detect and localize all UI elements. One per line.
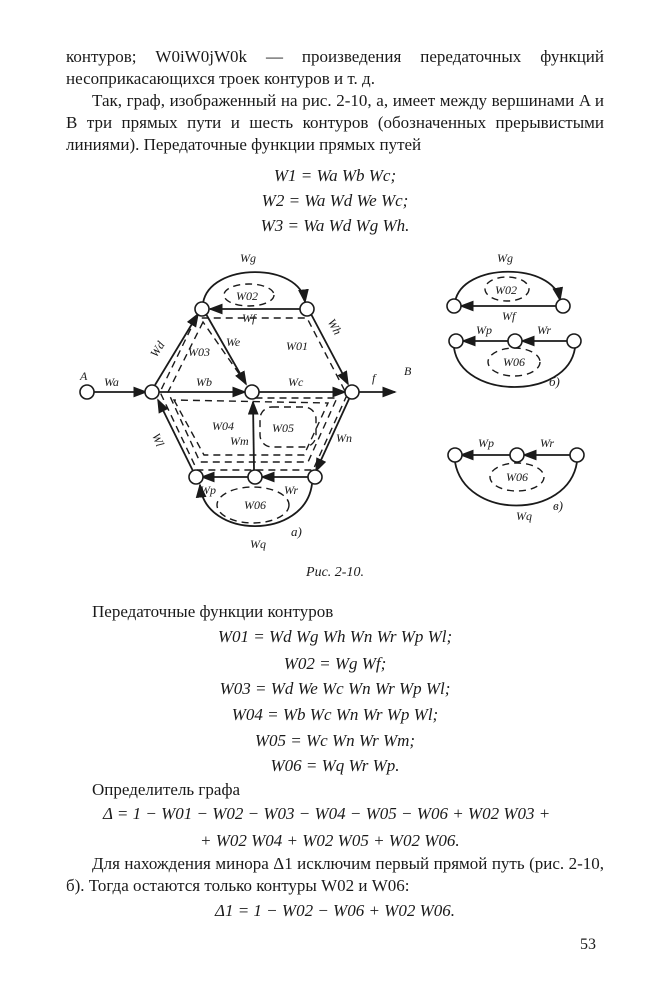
label-w06-v: W06	[506, 470, 528, 484]
edge-we	[206, 314, 246, 384]
node-right	[345, 385, 359, 399]
page-number: 53	[580, 936, 596, 953]
label-w06: W06	[244, 498, 266, 512]
determinant-equation-line-1: Δ = 1 − W01 − W02 − W03 − W04 − W05 − W06 + W02 W03 +	[103, 804, 551, 823]
label-node-f: f	[372, 371, 376, 385]
node-b-3	[449, 334, 463, 348]
paragraph-minor: Для нахождения минора Δ1 исключим первый прямой путь (рис. 2-10, б). Тогда остаются только контуры W02 и W06:	[66, 854, 604, 895]
label-wp-v: Wp	[478, 436, 494, 450]
label-w02-b: W02	[495, 283, 517, 297]
label-wq: Wq	[250, 537, 266, 551]
minor-equation: Δ1 = 1 − W02 − W06 + W02 W06.	[214, 901, 455, 920]
label-wc: Wc	[288, 375, 304, 389]
label-wg: Wg	[240, 251, 256, 265]
label-wr: Wr	[284, 483, 299, 497]
label-w04: W04	[212, 419, 234, 433]
label-wa: Wa	[104, 375, 119, 389]
contour-equation-6: W06 = Wq Wr Wp.	[270, 756, 400, 775]
node-a	[80, 385, 94, 399]
label-wd: Wd	[147, 338, 168, 360]
label-wp: Wp	[200, 483, 216, 497]
label-w03: W03	[188, 345, 210, 359]
paragraph-graph-description: Так, граф, изображенный на рис. 2-10, а, имеет между вершинами A и B три прямых пути и шесть контуров (обозначенных прерывистыми линиями). Передаточные функции прямых путей	[66, 91, 604, 154]
contour-equation-5: W05 = Wc Wn Wr Wm;	[254, 731, 416, 750]
label-wp-b: Wp	[476, 323, 492, 337]
determinant-equation-line-2: + W02 W04 + W02 W05 + W02 W06.	[200, 831, 460, 850]
label-wg-b: Wg	[497, 251, 513, 265]
path-equation-3: W3 = Wa Wd Wg Wh.	[260, 216, 410, 235]
contour-equation-4: W04 = Wb Wc Wn Wr Wp Wl;	[231, 705, 439, 724]
path-equation-1: W1 = Wa Wb Wc;	[273, 166, 397, 185]
node-b-4	[508, 334, 522, 348]
node-v-1	[448, 448, 462, 462]
nodes-a	[80, 302, 359, 484]
paragraph-contours-continued: контуров; W0iW0jW0k — произведения передаточных функций несоприкасающихся троек контуров и т. д.	[66, 47, 604, 88]
label-we: We	[226, 335, 241, 349]
node-bottom-mid	[248, 470, 262, 484]
label-node-b: B	[404, 364, 412, 378]
contour-equation-2: W02 = Wg Wf;	[283, 654, 387, 673]
label-w01: W01	[286, 339, 308, 353]
node-b-2	[556, 299, 570, 313]
label-sub-v: в)	[553, 498, 563, 513]
label-node-a: A	[80, 369, 88, 383]
determinant-heading: Определитель графа	[92, 780, 241, 799]
label-wr-b: Wr	[537, 323, 552, 337]
node-1	[145, 385, 159, 399]
node-top-right	[300, 302, 314, 316]
label-wl: Wl	[148, 430, 168, 449]
label-wb: Wb	[196, 375, 212, 389]
label-wr-v: Wr	[540, 436, 555, 450]
label-wn: Wn	[336, 431, 352, 445]
node-bottom-right	[308, 470, 322, 484]
node-b-5	[567, 334, 581, 348]
label-wq-v: Wq	[516, 509, 532, 523]
label-wf-b: Wf	[502, 309, 516, 323]
node-v-3	[570, 448, 584, 462]
node-top-left	[195, 302, 209, 316]
label-sub-b: б)	[549, 374, 560, 389]
contour-equation-3: W03 = Wd We Wc Wn Wr Wp Wl;	[219, 679, 451, 698]
label-w05: W05	[272, 421, 294, 435]
label-w02: W02	[236, 289, 258, 303]
node-bottom-left	[189, 470, 203, 484]
node-b-1	[447, 299, 461, 313]
contour-equation-1: W01 = Wd Wg Wh Wn Wr Wp Wl;	[217, 627, 453, 646]
node-v-2	[510, 448, 524, 462]
label-w06-b: W06	[503, 355, 525, 369]
node-mid	[245, 385, 259, 399]
label-sub-a: а)	[291, 524, 302, 539]
figure-caption: Рис. 2-10.	[306, 565, 364, 580]
contours-heading: Передаточные функции контуров	[92, 602, 334, 621]
label-wm: Wm	[230, 434, 249, 448]
label-wf: Wf	[242, 311, 256, 325]
label-wh: Wh	[324, 316, 345, 338]
path-equation-2: W2 = Wa Wd We Wc;	[261, 191, 409, 210]
edge-wm	[253, 402, 254, 470]
